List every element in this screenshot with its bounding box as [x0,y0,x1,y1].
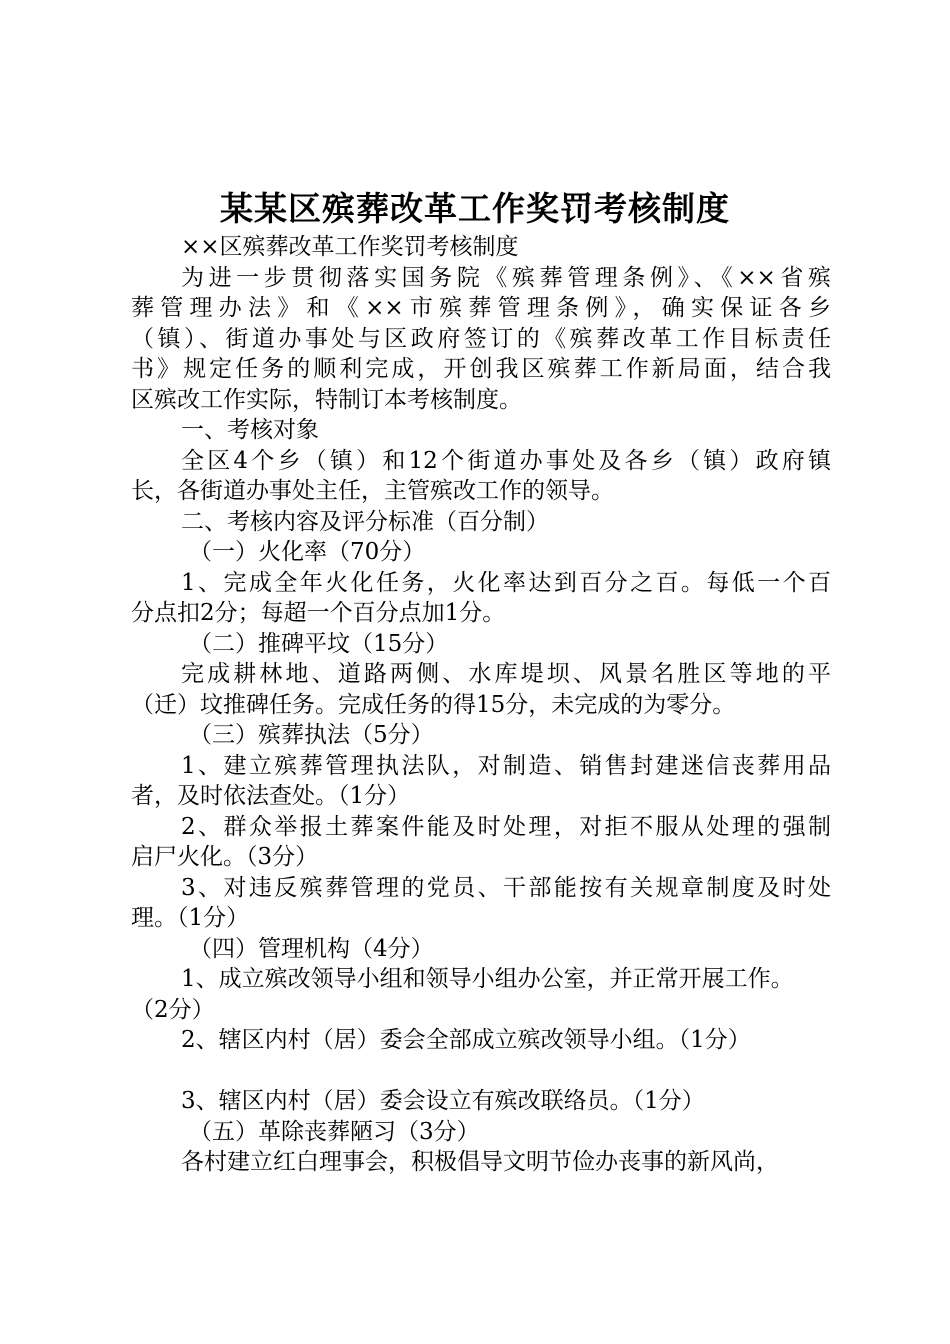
subsection-heading: （二）推碑平坟（15分） [189,630,449,657]
section-heading: 二、考核内容及评分标准（百分制） [181,508,549,535]
paragraph-line: 为进一步贯彻落实国务院《殡葬管理条例》、《××省殡 [181,264,831,291]
subsection-heading: （三）殡葬执法（5分） [189,722,434,748]
paragraph-line: 全区4个乡（镇）和12个街道办事处及各乡（镇）政府镇 [181,447,831,474]
paragraph-line: 3、辖区内村（居）委会设立有殡改联络员。（1分） [181,1088,705,1114]
paragraph-line: 2、辖区内村（居）委会全部成立殡改领导小组。（1分） [181,1027,751,1053]
paragraph-line: （镇）、街道办事处与区政府签订的《殡葬改革工作目标责任 [131,325,831,352]
paragraph-line: 3、对违反殡葬管理的党员、干部能按有关规章制度及时处 [181,874,831,901]
subsection-heading: （一）火化率（70分） [189,539,426,565]
paragraph-line: 各村建立红白理事会，积极倡导文明节俭办丧事的新风尚， [181,1149,779,1175]
paragraph-line: （迁）坟推碑任务。完成任务的得15分，未完成的为零分。 [131,691,736,718]
section-heading: 一、考核对象 [181,417,319,443]
blank-line [131,1056,831,1087]
document-body [131,232,831,1178]
subsection-heading: （四）管理机构（4分） [189,935,434,962]
paragraph-line: 区殡改工作实际，特制订本考核制度。 [131,386,522,413]
paragraph-line: 长，各街道办事处主任，主管殡改工作的领导。 [131,478,614,504]
paragraph-line: 1、建立殡葬管理执法队，对制造、销售封建迷信丧葬用品 [181,752,831,779]
paragraph-line: 者，及时依法查处。（1分） [131,783,411,809]
paragraph-line: 启尸火化。（3分） [131,844,319,870]
paragraph-line: 葬管理办法》和《××市殡葬管理条例》，确实保证各乡 [131,295,831,321]
paragraph-line: 完成耕林地、道路两侧、水库堤坝、风景名胜区等地的平 [181,661,831,687]
paragraph-line: 2、群众举报土葬案件能及时处理，对拒不服从处理的强制 [181,813,831,840]
paragraph-line: 分点扣2分；每超一个百分点加1分。 [131,600,506,626]
paragraph-line: 理。（1分） [131,905,250,931]
subsection-heading: （五）革除丧葬陋习（3分） [189,1118,480,1145]
paragraph-line: 1、完成全年火化任务，火化率达到百分之百。每低一个百 [181,569,831,596]
paragraph-line: ××区殡葬改革工作奖罚考核制度 [181,234,519,260]
paragraph-line: （2分） [131,996,215,1023]
document-title: 某某区殡葬改革工作奖罚考核制度 [220,189,730,228]
paragraph-line: 1、成立殡改领导小组和领导小组办公室，并正常开展工作。 [181,966,794,992]
paragraph-line: 书》规定任务的顺利完成，开创我区殡葬工作新局面，结合我 [131,356,831,382]
